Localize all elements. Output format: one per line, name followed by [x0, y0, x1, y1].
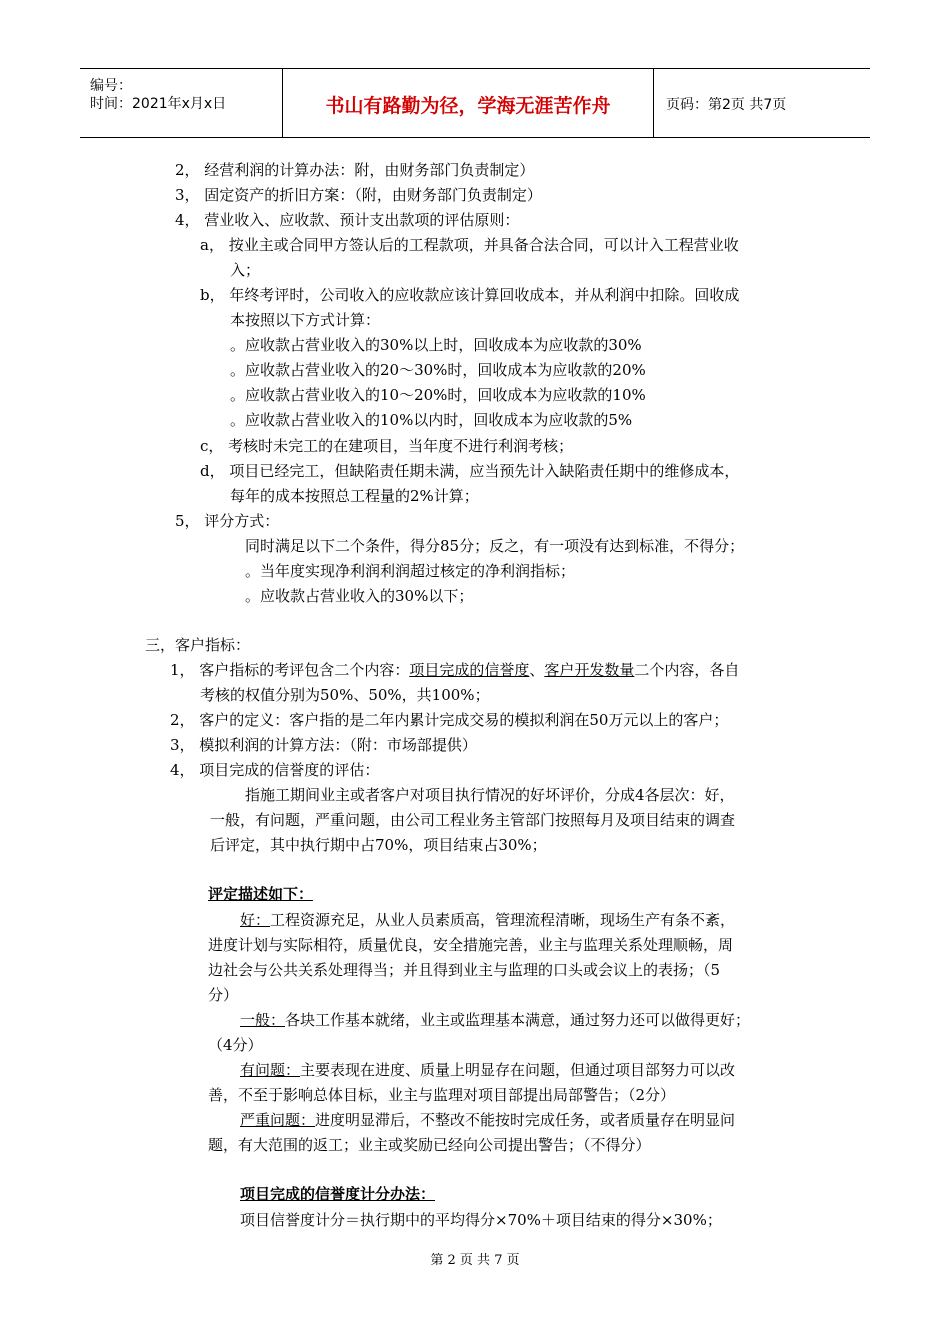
text-line: 项目信誉度计分＝执行期中的平均得分×70%＋项目结束的得分×30%； [240, 1211, 722, 1229]
text-line: 。应收款占营业收入的10%以内时，回收成本为应收款的5% [230, 411, 633, 429]
date-label: 时间：2021年x月x日 [90, 96, 227, 112]
header-motto-cell [283, 69, 654, 137]
page-footer: 第 2 页 共 7 页 [430, 1253, 520, 1268]
text-line: 每年的成本按照总工程量的2%计算； [230, 487, 479, 505]
underlined-term: 客户开发数量 [544, 661, 635, 679]
text-line: 2， 经营利润的计算办法：附，由财务部门负责制定） [175, 161, 535, 179]
text-line: 同时满足以下二个条件，得分85分；反之，有一项没有达到标准，不得分； [245, 537, 745, 555]
text-line: a， 按业主或合同甲方签认后的工程款项，并具备合法合同，可以计入工程营业收 [200, 236, 739, 254]
text-line [240, 1110, 735, 1130]
text-span: 、 [529, 661, 545, 679]
text-line: 本按照以下方式计算： [230, 311, 381, 329]
text-span: 进度明显滞后，不整改不能按时完成任务，或者质量存在明显问 [315, 1111, 736, 1129]
text-line: 3， 模拟利润的计算方法：（附：市场部提供） [170, 736, 477, 754]
text-line: 边社会与公共关系处理得当；并且得到业主与监理的口头或会议上的表扬；（5 [208, 961, 721, 979]
rating-term: 严重问题： [240, 1111, 316, 1129]
text-line: 指施工期间业主或者客户对项目执行情况的好坏评价，分成4各层次：好， [245, 786, 735, 804]
text-line: 3， 固定资产的折旧方案：（附，由财务部门负责制定） [175, 186, 542, 204]
rating-term: 好： [240, 911, 271, 929]
number-label: 编号： [90, 78, 132, 94]
header-page-cell [654, 69, 870, 137]
rating-term: 一般： [240, 1011, 286, 1029]
text-line: 一般，有问题，严重问题，由公司工程业务主管部门按照每月及项目结束的调查 [210, 811, 736, 829]
text-line: c， 考核时未完工的在建项目，当年度不进行利润考核； [200, 437, 574, 455]
text-line: 5， 评分方式： [175, 512, 280, 530]
underlined-term: 项目完成的信誉度 [409, 661, 530, 679]
text-span: 各块工作基本就绪，业主或监理基本满意，通过努力还可以做得更好； [285, 1011, 751, 1029]
text-line: 善，不至于影响总体目标，业主与监理对项目部提出局部警告；（2分） [208, 1086, 676, 1104]
text-span: 主要表现在进度、质量上明显存在问题，但通过项目部努力可以改 [300, 1061, 736, 1079]
text-line: 题，有大范围的返工；业主或奖励已经向公司提出警告；（不得分） [208, 1136, 651, 1154]
section-heading: 三，客户指标： [145, 636, 251, 654]
subheading: 评定描述如下： [208, 885, 314, 903]
text-line: 。应收款占营业收入的20～30%时，回收成本为应收款的20% [230, 361, 646, 379]
text-line: 入； [230, 261, 261, 279]
text-line [240, 1010, 750, 1030]
text-line: 4， 项目完成的信誉度的评估： [170, 761, 380, 779]
text-line: 。应收款占营业收入的10～20%时，回收成本为应收款的10% [230, 386, 646, 404]
text-span: 1， 客户指标的考评包含二个内容： [170, 661, 410, 679]
subheading: 项目完成的信誉度计分办法： [240, 1185, 436, 1203]
header-meta-cell [80, 69, 283, 137]
page-header [80, 68, 870, 138]
text-line [170, 660, 739, 680]
text-line: d， 项目已经完工，但缺陷责任期未满，应当预先计入缺陷责任期中的维修成本， [200, 462, 740, 480]
text-line: 后评定，其中执行期中占70%，项目结束占30%； [210, 836, 547, 854]
text-line: （4分） [208, 1036, 263, 1054]
text-line: 4， 营业收入、应收款、预计支出款项的评估原则： [175, 211, 520, 229]
text-span: 工程资源充足，从业人员素质高，管理流程清晰，现场生产有条不紊， [270, 911, 736, 929]
text-line: 分） [208, 986, 239, 1004]
page-info: 页码：第2页 共7页 [666, 97, 787, 113]
text-line: 2， 客户的定义：客户指的是二年内累计完成交易的模拟利润在50万元以上的客户； [170, 711, 729, 729]
text-span: 二个内容，各自 [634, 661, 740, 679]
motto: 书山有路勤为径，学海无涯苦作舟 [325, 95, 611, 117]
text-line: 考核的权值分别为50%、50%，共100%； [200, 686, 490, 704]
text-line: 。应收款占营业收入的30%以下； [245, 587, 474, 605]
rating-term: 有问题： [240, 1061, 301, 1079]
text-line: b， 年终考评时，公司收入的应收款应该计算回收成本，并从利润中扣除。回收成 [200, 286, 740, 304]
text-line [240, 910, 735, 930]
text-line: 。应收款占营业收入的30%以上时，回收成本为应收款的30% [230, 336, 642, 354]
text-line [240, 1060, 735, 1080]
text-line: 进度计划与实际相符，质量优良，安全措施完善，业主与监理关系处理顺畅，周 [208, 936, 734, 954]
text-line: 。当年度实现净利润利润超过核定的净利润指标； [245, 562, 576, 580]
